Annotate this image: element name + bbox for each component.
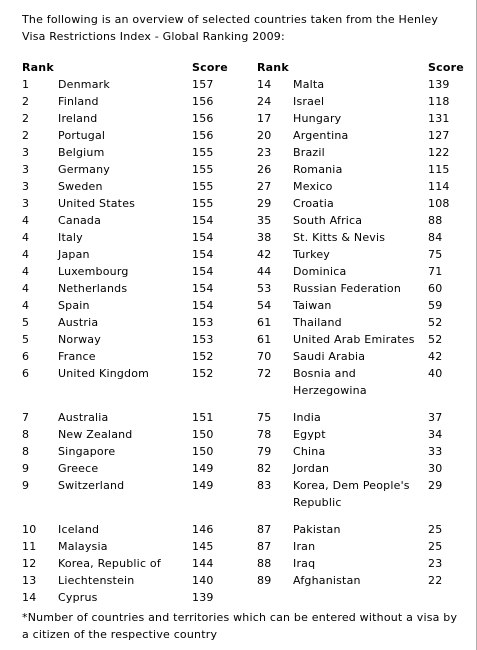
left-country-cell: Italy — [58, 231, 83, 244]
right-rank-cell: 87 — [257, 540, 272, 553]
table-row — [22, 212, 467, 229]
right-score-cell: 75 — [428, 248, 443, 261]
left-rank-cell: 9 — [22, 462, 30, 475]
left-country-cell: Korea, Republic of — [58, 557, 161, 570]
score-header-left: Score — [192, 61, 228, 74]
table-row — [22, 409, 467, 426]
left-score-cell: 156 — [192, 129, 214, 142]
left-country-cell: United Kingdom — [58, 367, 150, 380]
right-country-cell: Turkey — [293, 248, 330, 261]
table-row — [22, 263, 467, 280]
left-country-cell: Spain — [58, 299, 90, 312]
left-rank-cell: 3 — [22, 163, 30, 176]
left-rank-cell: 2 — [22, 112, 30, 125]
left-country-cell: Belgium — [58, 146, 105, 159]
left-score-cell: 149 — [192, 462, 214, 475]
right-rank-cell: 20 — [257, 129, 272, 142]
right-rank-cell: 75 — [257, 411, 272, 424]
right-rank-cell: 38 — [257, 231, 272, 244]
right-score-cell: 131 — [428, 112, 450, 125]
right-country-cell: Iraq — [293, 557, 316, 570]
left-rank-cell: 12 — [22, 557, 37, 570]
table-row — [22, 443, 467, 460]
left-rank-cell: 4 — [22, 299, 30, 312]
right-country-cell: South Africa — [293, 214, 363, 227]
table-row — [22, 110, 467, 127]
left-score-cell: 139 — [192, 591, 214, 604]
left-country-cell: Liechtenstein — [58, 574, 135, 587]
left-country-cell: New Zealand — [58, 428, 133, 441]
left-score-cell: 146 — [192, 523, 214, 536]
right-rank-cell: 24 — [257, 95, 272, 108]
left-country-cell: Greece — [58, 462, 99, 475]
table-row — [22, 246, 467, 263]
right-country-cell: St. Kitts & Nevis — [293, 231, 386, 244]
table-row — [22, 161, 467, 178]
left-rank-cell: 4 — [22, 265, 30, 278]
right-country-cell: Egypt — [293, 428, 326, 441]
right-rank-cell: 17 — [257, 112, 272, 125]
table-body — [22, 76, 467, 606]
rank-header-left: Rank — [22, 61, 54, 74]
right-country-cell: Bosnia and Herzegowina — [293, 367, 367, 397]
right-rank-cell: 54 — [257, 299, 272, 312]
table-row — [22, 348, 467, 365]
right-rank-cell: 42 — [257, 248, 272, 261]
right-score-cell: 29 — [428, 479, 443, 492]
right-country-cell: Croatia — [293, 197, 334, 210]
right-score-cell: 59 — [428, 299, 443, 312]
right-country-cell: Pakistan — [293, 523, 341, 536]
left-rank-cell: 5 — [22, 333, 30, 346]
right-country-cell: Argentina — [293, 129, 349, 142]
left-score-cell: 144 — [192, 557, 214, 570]
left-rank-cell: 4 — [22, 214, 30, 227]
table-row — [22, 195, 467, 212]
left-score-cell: 154 — [192, 282, 214, 295]
right-score-cell: 23 — [428, 557, 443, 570]
left-score-cell: 154 — [192, 265, 214, 278]
left-rank-cell: 8 — [22, 445, 30, 458]
left-score-cell: 154 — [192, 299, 214, 312]
left-country-cell: Sweden — [58, 180, 103, 193]
left-country-cell: Cyprus — [58, 591, 98, 604]
left-score-cell: 152 — [192, 367, 214, 380]
table-row — [22, 477, 467, 511]
right-score-cell: 118 — [428, 95, 450, 108]
left-rank-cell: 8 — [22, 428, 30, 441]
table-row — [22, 93, 467, 110]
left-score-cell: 154 — [192, 214, 214, 227]
right-country-cell: Afghanistan — [293, 574, 361, 587]
right-country-cell: Malta — [293, 78, 325, 91]
right-rank-cell: 26 — [257, 163, 272, 176]
rank-header-right: Rank — [257, 61, 289, 74]
right-country-cell: Mexico — [293, 180, 333, 193]
left-rank-cell: 3 — [22, 180, 30, 193]
left-score-cell: 156 — [192, 112, 214, 125]
table-row — [22, 460, 467, 477]
row-spacer — [22, 399, 467, 409]
right-score-cell: 52 — [428, 333, 443, 346]
left-score-cell: 149 — [192, 479, 214, 492]
right-score-cell: 40 — [428, 367, 443, 380]
left-country-cell: Switzerland — [58, 479, 125, 492]
right-score-cell: 114 — [428, 180, 450, 193]
right-rank-cell: 78 — [257, 428, 272, 441]
ranking-table — [22, 59, 467, 606]
right-country-cell: India — [293, 411, 321, 424]
right-score-cell: 33 — [428, 445, 443, 458]
right-score-cell: 127 — [428, 129, 450, 142]
left-country-cell: Canada — [58, 214, 102, 227]
right-score-cell: 60 — [428, 282, 443, 295]
right-score-cell: 115 — [428, 163, 450, 176]
left-score-cell: 140 — [192, 574, 214, 587]
left-country-cell: Japan — [58, 248, 90, 261]
table-row — [22, 555, 467, 572]
left-country-cell: United States — [58, 197, 136, 210]
left-score-cell: 150 — [192, 428, 214, 441]
right-rank-cell: 79 — [257, 445, 272, 458]
left-rank-cell: 11 — [22, 540, 37, 553]
right-country-cell — [293, 589, 428, 606]
table-row — [22, 589, 467, 606]
right-rank-cell: 82 — [257, 462, 272, 475]
right-rank-cell: 29 — [257, 197, 272, 210]
right-country-cell: Jordan — [293, 462, 330, 475]
right-country-cell: Brazil — [293, 146, 325, 159]
table-row — [22, 127, 467, 144]
table-row — [22, 280, 467, 297]
right-score-cell: 139 — [428, 78, 450, 91]
left-country-cell: Austria — [58, 316, 99, 329]
right-score-cell: 84 — [428, 231, 443, 244]
left-score-cell: 156 — [192, 95, 214, 108]
left-country-cell: Norway — [58, 333, 101, 346]
right-country-cell: Hungary — [293, 112, 342, 125]
left-score-cell: 155 — [192, 180, 214, 193]
left-score-cell: 154 — [192, 248, 214, 261]
right-rank-cell: 61 — [257, 316, 272, 329]
right-rank-cell: 87 — [257, 523, 272, 536]
left-score-cell: 151 — [192, 411, 214, 424]
right-score-cell — [428, 589, 467, 606]
right-rank-cell: 14 — [257, 78, 272, 91]
country-header-right — [293, 59, 428, 76]
left-country-cell: Singapore — [58, 445, 116, 458]
left-rank-cell: 6 — [22, 367, 30, 380]
left-rank-cell: 13 — [22, 574, 37, 587]
left-score-cell: 155 — [192, 197, 214, 210]
left-rank-cell: 2 — [22, 129, 30, 142]
table-row — [22, 314, 467, 331]
right-country-cell: Romania — [293, 163, 343, 176]
right-score-cell: 25 — [428, 523, 443, 536]
left-rank-cell: 4 — [22, 248, 30, 261]
right-score-cell: 30 — [428, 462, 443, 475]
right-country-cell: Thailand — [293, 316, 342, 329]
right-rank-cell: 70 — [257, 350, 272, 363]
left-country-cell: France — [58, 350, 96, 363]
left-score-cell: 157 — [192, 78, 214, 91]
right-score-cell: 25 — [428, 540, 443, 553]
right-country-cell: Dominica — [293, 265, 347, 278]
left-country-cell: Iceland — [58, 523, 100, 536]
table-row — [22, 521, 467, 538]
right-rank-cell — [257, 589, 293, 606]
left-country-cell: Portugal — [58, 129, 106, 142]
right-score-cell: 71 — [428, 265, 443, 278]
left-rank-cell: 3 — [22, 146, 30, 159]
right-country-cell: Taiwan — [293, 299, 332, 312]
right-score-cell: 22 — [428, 574, 443, 587]
right-score-cell: 52 — [428, 316, 443, 329]
right-rank-cell: 53 — [257, 282, 272, 295]
left-score-cell: 150 — [192, 445, 214, 458]
right-rank-cell: 72 — [257, 367, 272, 380]
right-rank-cell: 89 — [257, 574, 272, 587]
left-rank-cell: 10 — [22, 523, 37, 536]
left-score-cell: 154 — [192, 231, 214, 244]
right-score-cell: 37 — [428, 411, 443, 424]
intro-text: The following is an overview of selected countries taken from the Henley Visa Restrictions Index - Global Ranking 2009: — [22, 13, 439, 43]
table-row — [22, 538, 467, 555]
left-score-cell: 155 — [192, 146, 214, 159]
left-rank-cell: 3 — [22, 197, 30, 210]
left-country-cell: Luxembourg — [58, 265, 129, 278]
left-rank-cell: 2 — [22, 95, 30, 108]
table-row — [22, 144, 467, 161]
left-rank-cell: 14 — [22, 591, 37, 604]
table-row — [22, 297, 467, 314]
right-country-cell: United Arab Emirates — [293, 333, 415, 346]
right-rank-cell: 83 — [257, 479, 272, 492]
left-score-cell: 155 — [192, 163, 214, 176]
left-rank-cell: 4 — [22, 282, 30, 295]
left-rank-cell: 5 — [22, 316, 30, 329]
left-country-cell: Netherlands — [58, 282, 128, 295]
right-score-cell: 122 — [428, 146, 450, 159]
left-rank-cell: 7 — [22, 411, 30, 424]
left-country-cell: Germany — [58, 163, 110, 176]
right-country-cell: China — [293, 445, 326, 458]
left-rank-cell: 9 — [22, 479, 30, 492]
table-header-row — [22, 59, 467, 76]
footnote: *Number of countries and territories which can be entered without a visa by a citizen of the respective country — [22, 611, 458, 641]
right-rank-cell: 27 — [257, 180, 272, 193]
left-rank-cell: 1 — [22, 78, 30, 91]
right-score-cell: 34 — [428, 428, 443, 441]
right-country-cell: Korea, Dem People's Republic — [293, 479, 410, 509]
table-row — [22, 76, 467, 93]
table-row — [22, 229, 467, 246]
right-score-cell: 88 — [428, 214, 443, 227]
right-rank-cell: 23 — [257, 146, 272, 159]
right-score-cell: 42 — [428, 350, 443, 363]
left-rank-cell: 6 — [22, 350, 30, 363]
table-row — [22, 178, 467, 195]
table-row — [22, 572, 467, 589]
table-row — [22, 426, 467, 443]
right-country-cell: Saudi Arabia — [293, 350, 366, 363]
left-score-cell: 153 — [192, 333, 214, 346]
right-country-cell: Iran — [293, 540, 316, 553]
left-score-cell: 153 — [192, 316, 214, 329]
table-row — [22, 331, 467, 348]
right-rank-cell: 35 — [257, 214, 272, 227]
right-rank-cell: 44 — [257, 265, 272, 278]
right-rank-cell: 88 — [257, 557, 272, 570]
left-score-cell: 152 — [192, 350, 214, 363]
left-country-cell: Ireland — [58, 112, 98, 125]
right-country-cell: Israel — [293, 95, 325, 108]
table-row — [22, 365, 467, 399]
right-score-cell: 108 — [428, 197, 450, 210]
left-country-cell: Denmark — [58, 78, 110, 91]
country-header-left — [58, 59, 192, 76]
left-score-cell: 145 — [192, 540, 214, 553]
left-rank-cell: 4 — [22, 231, 30, 244]
right-country-cell: Russian Federation — [293, 282, 402, 295]
row-spacer — [22, 511, 467, 521]
left-country-cell: Finland — [58, 95, 99, 108]
left-country-cell: Malaysia — [58, 540, 108, 553]
score-header-right: Score — [428, 61, 464, 74]
left-country-cell: Australia — [58, 411, 109, 424]
right-rank-cell: 61 — [257, 333, 272, 346]
